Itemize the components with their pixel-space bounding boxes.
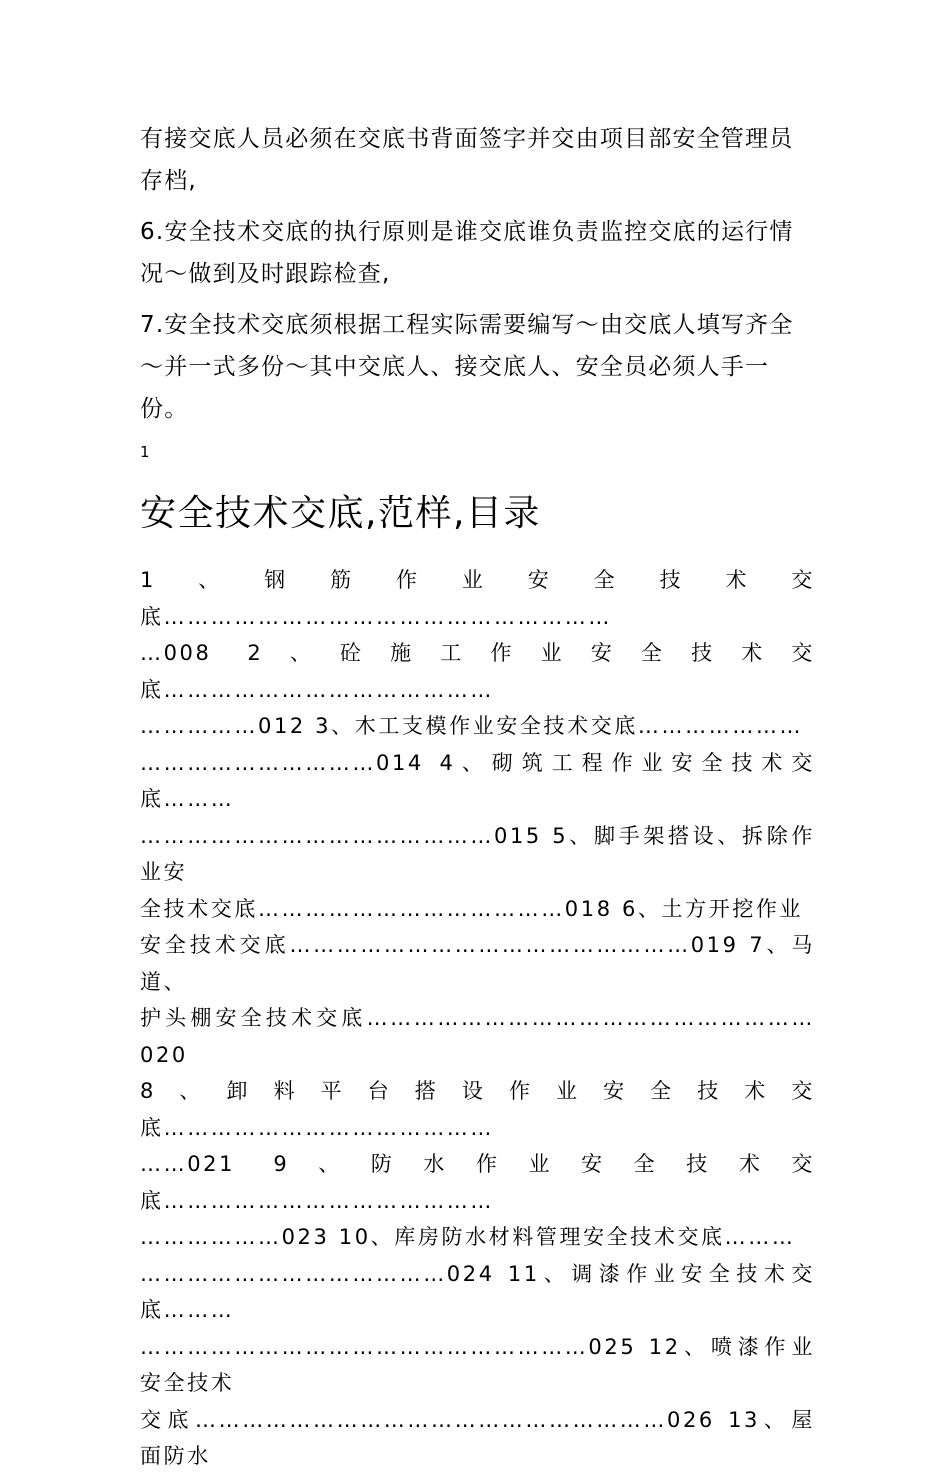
page-number: 1 (140, 443, 150, 461)
toc-line: …………………………………………………025 12、喷漆作业安全技术 (140, 1334, 815, 1395)
toc-line: 全技术交底…………………………………018 6、土方开挖作业 (140, 896, 804, 921)
paragraph-archive-signature: 有接交底人员必须在交底书背面签字并交由项目部安全管理员存档, (140, 126, 794, 194)
toc-line: ………………023 10、库房防水材料管理安全技术交底……… (140, 1225, 796, 1249)
document-page (140, 118, 815, 1475)
toc-line: 8、卸料平台搭设作业安全技术交底…………………………………… (140, 1079, 815, 1140)
paragraph-principle-6: 6.安全技术交底的执行原则是谁交底谁负责监控交底的运行情况～做到及时跟踪检查, (140, 219, 794, 287)
toc-title: 安全技术交底,范样,目录 (140, 493, 541, 534)
toc-line: ……………012 3、木工支模作业安全技术交底………………… (140, 714, 804, 738)
toc-line: ……021 9、防水作业安全技术交底…………………………………… (140, 1152, 815, 1213)
toc-line: …………………………014 4、砌筑工程作业安全技术交底……… (140, 750, 815, 811)
toc-line: 护头棚安全技术交底…………………………………………………020 (140, 1006, 815, 1067)
toc-line: …………………………………024 11、调漆作业安全技术交底……… (140, 1261, 815, 1322)
toc-line: 交底……………………………………………………026 13、屋面防水 (140, 1407, 815, 1468)
toc-line: …008 2、砼施工作业安全技术交底…………………………………… (140, 641, 815, 702)
toc-line: 1、钢筋作业安全技术交底………………………………………………… (140, 568, 815, 629)
toc-line: ………………………………………015 5、脚手架搭设、拆除作业安 (140, 823, 815, 884)
toc-line: 安全技术交底……………………………………………019 7、马道、 (140, 933, 815, 994)
table-of-contents (140, 562, 815, 1475)
paragraph-requirement-7: 7.安全技术交底须根据工程实际需要编写～由交底人填写齐全～并一式多份～其中交底人、接交底人、安全员必须人手一份。 (140, 312, 794, 422)
